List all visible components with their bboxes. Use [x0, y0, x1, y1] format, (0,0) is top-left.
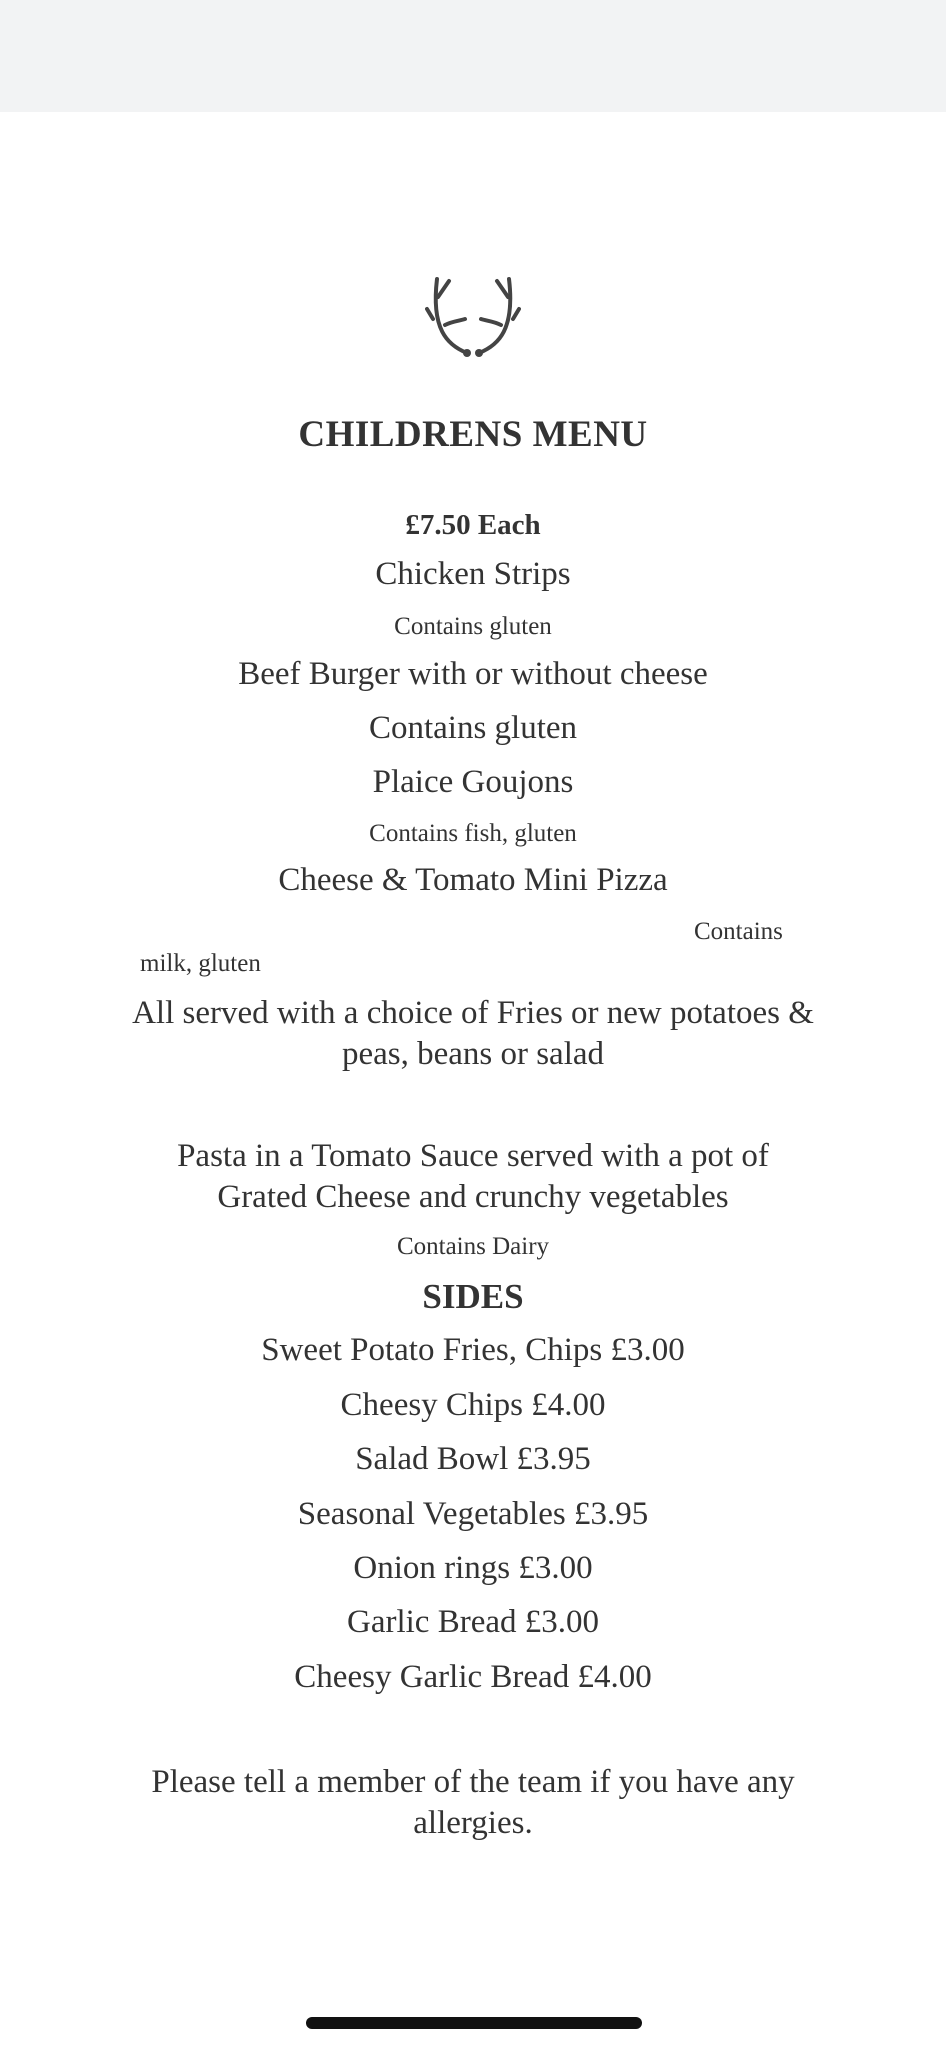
- antlers-icon: [425, 275, 521, 360]
- side-item: Onion rings £3.00: [353, 1550, 593, 1586]
- browser-top-bar: [0, 0, 946, 112]
- side-item: Sweet Potato Fries, Chips £3.00: [261, 1332, 685, 1368]
- allergen-note: Contains: [694, 918, 783, 945]
- allergen-note: Contains fish, gluten: [369, 820, 577, 847]
- side-item: Cheesy Garlic Bread £4.00: [294, 1659, 652, 1695]
- served-with-note: All served with a choice of Fries or new potatoes & peas, beans or salad: [132, 995, 814, 1072]
- sides-heading: SIDES: [422, 1277, 524, 1316]
- page-title: CHILDRENS MENU: [298, 414, 648, 455]
- home-indicator[interactable]: [306, 2017, 642, 2029]
- allergen-note: Contains gluten: [368, 710, 578, 746]
- side-item: Salad Bowl £3.95: [355, 1441, 591, 1477]
- allergen-note: Contains Dairy: [396, 1233, 550, 1260]
- side-item: Seasonal Vegetables £3.95: [297, 1496, 649, 1532]
- pasta-item: Pasta in a Tomato Sauce served with a pot of Grated Cheese and crunchy vegetables: [177, 1138, 769, 1215]
- menu-item: Beef Burger with or without cheese: [238, 656, 708, 692]
- allergen-note: Contains gluten: [394, 613, 552, 640]
- menu-item: Plaice Goujons: [372, 764, 574, 800]
- price-label: £7.50 Each: [405, 509, 541, 541]
- side-item: Garlic Bread £3.00: [347, 1604, 599, 1640]
- menu-item: Chicken Strips: [375, 556, 571, 592]
- menu-item: Cheese & Tomato Mini Pizza: [278, 862, 668, 898]
- allergen-note: milk, gluten: [140, 950, 261, 977]
- allergy-notice: Please tell a member of the team if you have any allergies.: [151, 1764, 795, 1841]
- side-item: Cheesy Chips £4.00: [340, 1387, 606, 1423]
